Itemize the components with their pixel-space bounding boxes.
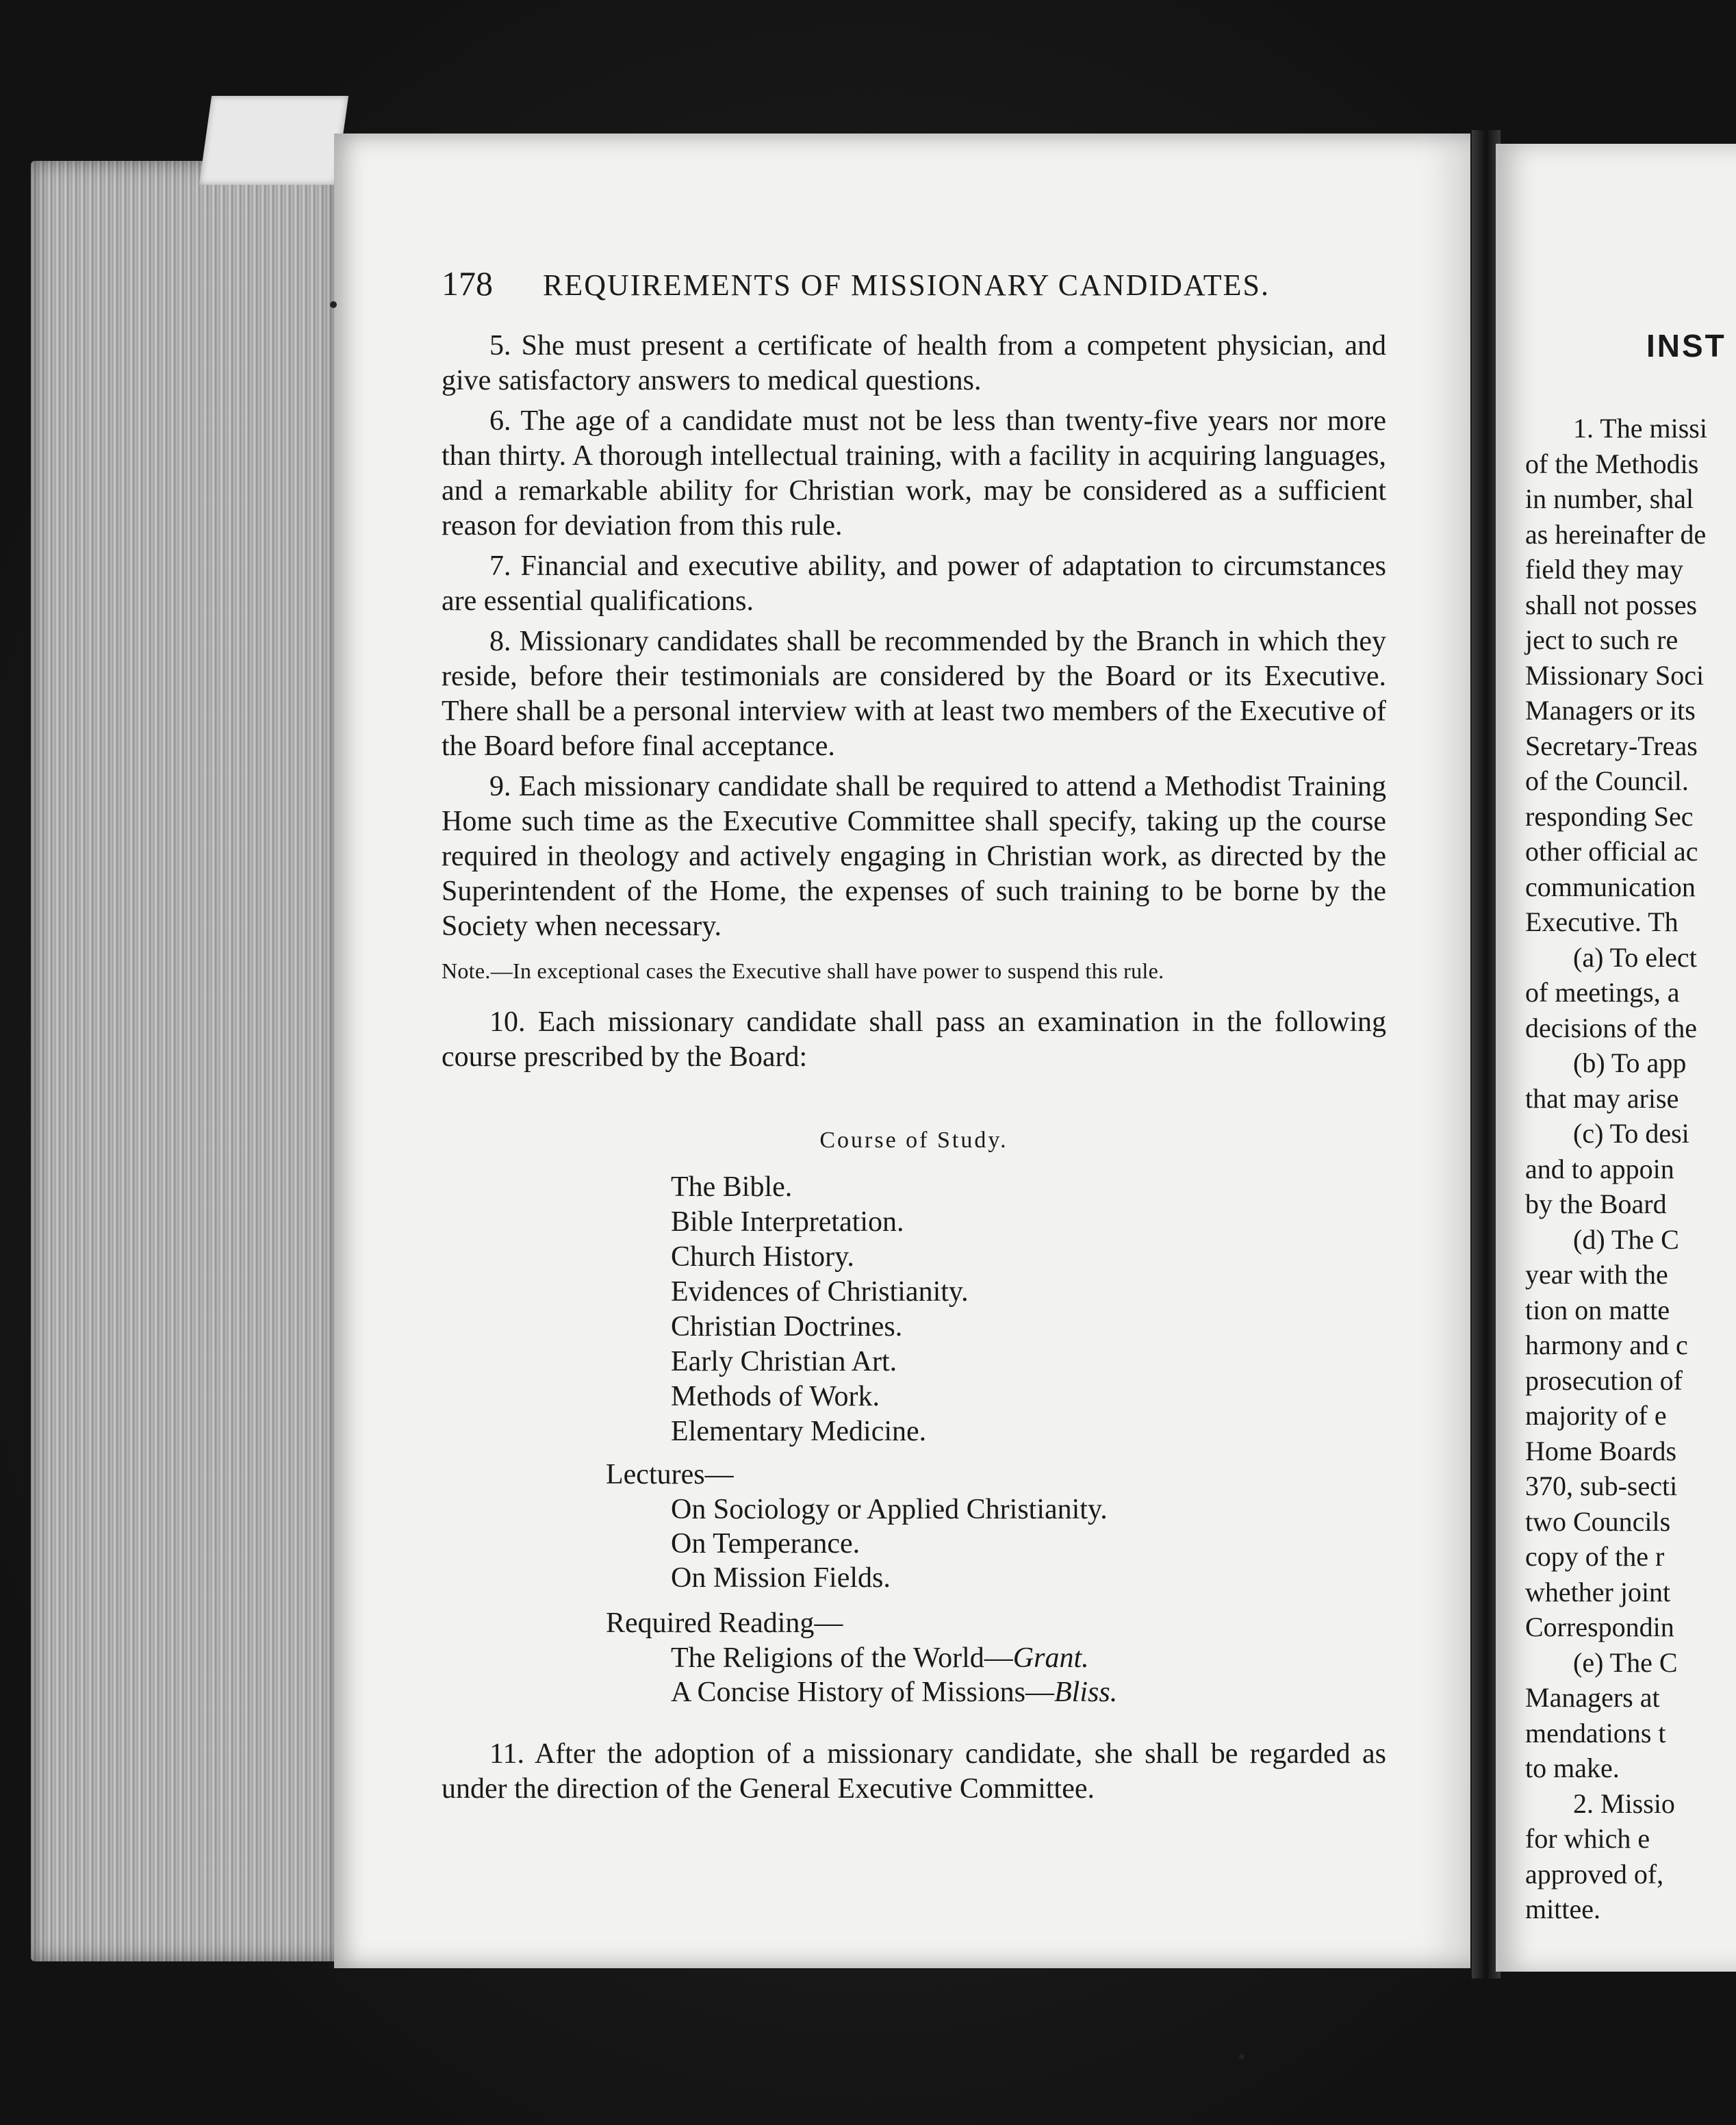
lecture-item: On Sociology or Applied Christianity. (671, 1494, 1108, 1525)
course-item: Early Christian Art. (671, 1346, 897, 1377)
right-page-line: (d) The C (1573, 1223, 1679, 1255)
reading-title: A Concise History of Missions— (671, 1677, 1055, 1708)
course-item: The Bible. (671, 1171, 793, 1203)
right-page-heading: INST (1646, 328, 1726, 364)
paragraph-10: 10. Each missionary candidate shall pass an examination in the following course prescribed by the Board: (442, 1006, 1386, 1073)
course-item: Christian Doctrines. (671, 1311, 903, 1343)
left-page-body (442, 329, 1386, 1812)
right-page-line: (b) To app (1573, 1047, 1687, 1078)
course-item: Methods of Work. (671, 1381, 880, 1412)
right-page-line: Secretary-Treas (1525, 730, 1698, 761)
right-page-line: of the Methodis (1525, 448, 1699, 479)
right-page-body (1525, 411, 1736, 1927)
right-page-line: communication (1525, 871, 1696, 902)
right-page-line: (c) To desi (1573, 1118, 1689, 1149)
right-page-line: by the Board (1525, 1188, 1667, 1219)
right-page-line: to make. (1525, 1753, 1620, 1783)
right-page-line: and to appoin (1525, 1153, 1674, 1184)
right-page-line: in number, shal (1525, 483, 1694, 514)
right-page-line: for which e (1525, 1823, 1650, 1854)
reading-item (671, 1641, 1386, 1675)
course-title: Course of Study. (819, 1128, 1008, 1153)
course-item: Elementary Medicine. (671, 1416, 927, 1447)
right-page-line: majority of e (1525, 1400, 1667, 1431)
right-page-line: decisions of the (1525, 1012, 1698, 1043)
course-list (671, 1170, 1386, 1449)
page-edges (31, 161, 339, 1961)
right-page-line: approved of, (1525, 1858, 1664, 1889)
paragraph-6: 6. The age of a candidate must not be less than twenty-five years nor more than thirty. A thorough intellectual training, with a facility in acquiring languages, and a remarkable ability for Christian work, may be considered as a sufficient reason for deviation from this rule. (442, 405, 1386, 542)
right-page-line: Missionary Soci (1525, 659, 1705, 691)
right-page-line: prosecution of (1525, 1364, 1683, 1396)
right-page-line: that may arise (1525, 1082, 1679, 1114)
lectures-label: Lectures— (606, 1459, 734, 1490)
right-page-line: responding Sec (1525, 800, 1694, 832)
paragraph-11: 11. After the adoption of a missionary candidate, she shall be regarded as under the direction of the General Executive Committee. (442, 1738, 1386, 1805)
right-page-line: other official ac (1525, 836, 1698, 867)
paragraph-9: 9. Each missionary candidate shall be required to attend a Methodist Training Home such time as the Executive Committee shall specify, taking up the course required in theology and actively engaging in Christian work, as directed by the Superintendent of the Home, the expenses of such training to be borne by the Society when necessary. (442, 771, 1386, 942)
course-item: Evidences of Christianity. (671, 1276, 969, 1308)
right-page-line: as hereinafter de (1525, 518, 1707, 550)
lecture-item: On Temperance. (671, 1528, 860, 1560)
right-page-line: whether joint (1525, 1576, 1671, 1607)
right-page-line: harmony and c (1525, 1329, 1688, 1360)
reading-list (671, 1641, 1386, 1709)
paragraph-5: 5. She must present a certificate of health from a competent physician, and give satisfactory answers to medical questions. (442, 330, 1386, 396)
reading-item (671, 1675, 1386, 1709)
right-page-line: two Councils (1525, 1505, 1671, 1537)
paragraph-8: 8. Missionary candidates shall be recommended by the Branch in which they reside, before their testimonials are considered by the Board or its Executive. There shall be a personal interview with at least two members of the Executive of the Board before final acceptance. (442, 626, 1386, 762)
right-page-line: Correspondin (1525, 1612, 1674, 1642)
right-page-line: 2. Missio (1573, 1787, 1675, 1819)
right-page-line: mendations t (1525, 1717, 1666, 1748)
scan-speck (1239, 2054, 1244, 2059)
right-page-line: Managers or its (1525, 695, 1696, 726)
right-page-line: ject to such re (1525, 624, 1678, 655)
running-header (442, 264, 1400, 303)
right-page-line: (a) To elect (1573, 941, 1697, 973)
right-page-line: 1. The missi (1573, 413, 1707, 444)
margin-mark (330, 301, 337, 308)
right-page-line: tion on matte (1525, 1294, 1670, 1325)
course-item: Church History. (671, 1241, 854, 1273)
right-page-line: Home Boards (1525, 1435, 1677, 1466)
reading-author: Bliss. (1054, 1677, 1118, 1708)
reading-title: The Religions of the World— (671, 1642, 1013, 1674)
right-page-line: field they may (1525, 554, 1684, 585)
lectures-list (671, 1492, 1386, 1595)
right-page-line: shall not posses (1525, 589, 1698, 620)
right-page-line: year with the (1525, 1259, 1668, 1290)
right-page-line: (e) The C (1573, 1646, 1678, 1678)
note: Note.—In exceptional cases the Executive shall have power to suspend this rule. (442, 958, 1164, 983)
page-edges-top (199, 96, 348, 185)
course-item: Bible Interpretation. (671, 1206, 904, 1238)
right-page-line: mittee. (1525, 1894, 1600, 1924)
paragraph-7: 7. Financial and executive ability, and power of adaptation to circumstances are essential qualifications. (442, 550, 1386, 617)
right-page-line: copy of the r (1525, 1541, 1665, 1572)
running-head: REQUIREMENTS OF MISSIONARY CANDIDATES. (543, 268, 1271, 302)
page-number: 178 (442, 264, 493, 303)
reading-label: Required Reading— (606, 1607, 843, 1639)
reading-author: Grant. (1012, 1642, 1089, 1674)
right-page-line: Managers at (1525, 1682, 1660, 1713)
right-page-line: of the Council. (1525, 765, 1689, 796)
lecture-item: On Mission Fields. (671, 1562, 891, 1594)
right-page-line: of meetings, a (1525, 977, 1680, 1008)
right-page-line: 370, sub-secti (1525, 1471, 1678, 1501)
right-page-line: Executive. Th (1525, 906, 1678, 937)
